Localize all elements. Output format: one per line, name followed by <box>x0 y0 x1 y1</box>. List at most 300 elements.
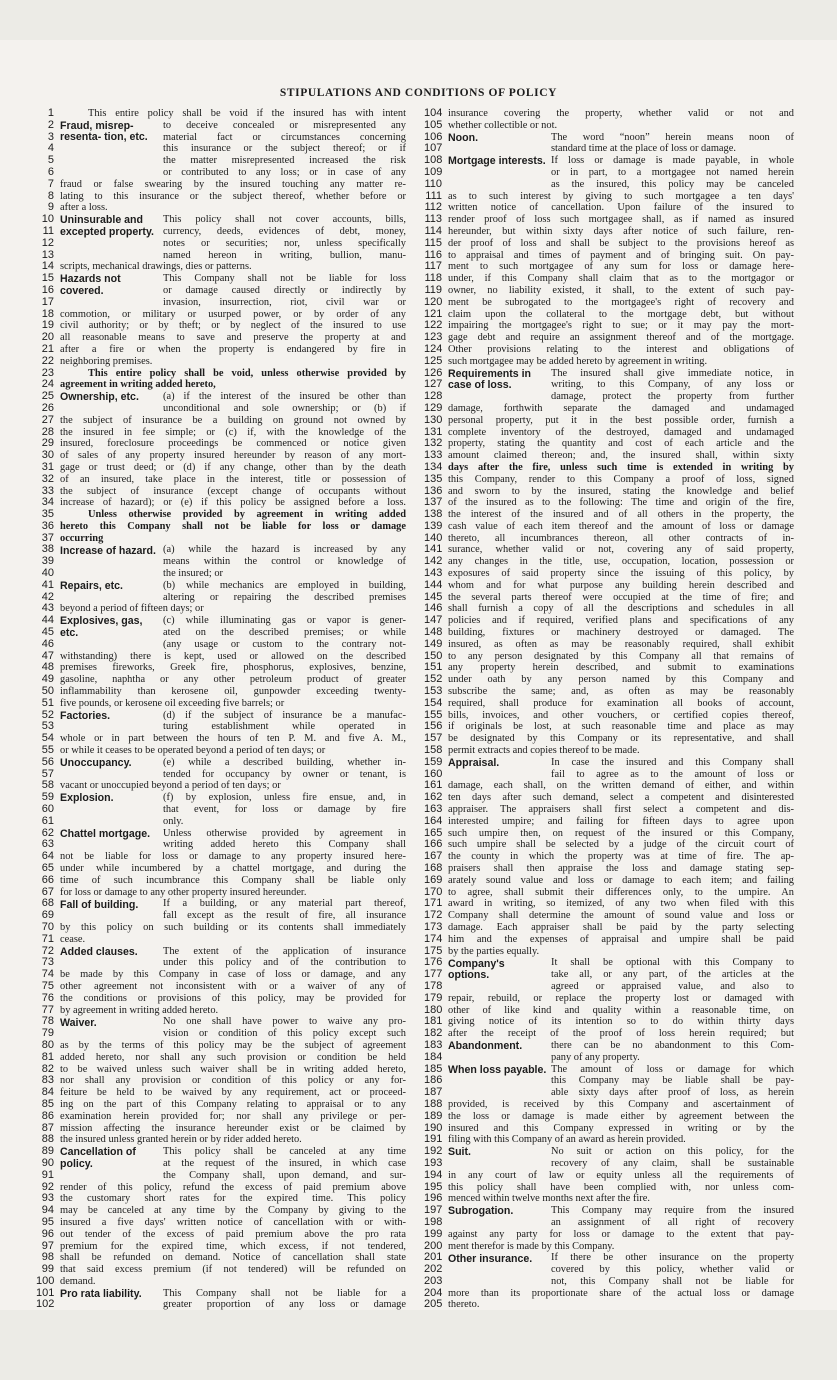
text-line <box>36 1099 406 1111</box>
text-line <box>424 202 794 214</box>
text-line <box>424 309 794 321</box>
line-text: if originals be lost, at such reasonable time and place as may <box>448 721 794 733</box>
text-line <box>424 875 794 887</box>
text-line <box>424 285 794 297</box>
line-number: 193 <box>424 1157 443 1169</box>
line-number: 10 <box>41 214 54 226</box>
line-number: 158 <box>424 745 443 757</box>
line-text: Unless otherwise provided by agreement in writing added <box>88 509 406 521</box>
text-line <box>424 1123 794 1135</box>
line-text: be designated by this Company or its representative, and shall <box>448 733 794 745</box>
margin-heading: Repairs, etc. <box>60 580 124 592</box>
line-text: him and the expenses of appraisal and umpire shall be paid <box>448 933 794 945</box>
line-text: and sworn to by the insured, stating the knowledge and belief <box>448 485 794 497</box>
text-line <box>424 214 794 226</box>
margin-heading: Hazards not covered. <box>60 273 121 297</box>
text-line <box>424 544 794 556</box>
line-text: personal property, put it in the best possible order, furnish a <box>448 414 794 426</box>
line-number: 171 <box>424 898 443 910</box>
line-text: shall furnish a copy of all the descriptions and schedules in all <box>448 603 794 615</box>
line-number: 134 <box>424 461 443 473</box>
line-text: (b) while mechanics are employed in building, <box>163 579 406 591</box>
text-line <box>424 486 794 498</box>
line-number: 145 <box>424 591 443 603</box>
line-text: insured, as often as may be reasonably required, shall exhibit <box>448 638 794 650</box>
line-number: 28 <box>41 426 54 438</box>
line-text: or in part, to a mortgagee not named herein <box>551 166 794 178</box>
text-line <box>424 1134 794 1146</box>
line-text: impairing the mortgagee's right to sue; or it may pay the mort- <box>448 320 794 332</box>
text-line <box>424 839 794 851</box>
line-text: filing with this Company of an award as herein provided. <box>448 1134 686 1146</box>
text-line <box>36 167 406 179</box>
text-line <box>424 1170 794 1182</box>
text-line <box>36 1123 406 1135</box>
text-line <box>424 179 794 191</box>
line-number: 150 <box>424 650 443 662</box>
text-line <box>36 887 406 899</box>
text-line <box>36 1252 406 1264</box>
line-number: 138 <box>424 509 443 521</box>
text-line <box>36 1005 406 1017</box>
line-number: 118 <box>424 273 442 285</box>
line-number: 137 <box>424 497 443 509</box>
text-line <box>36 403 406 415</box>
line-text: five pounds, or kerosene oil exceeding five barrels; or <box>60 697 285 709</box>
line-number: 151 <box>424 662 443 674</box>
text-line <box>36 957 406 969</box>
line-number: 201 <box>424 1252 443 1264</box>
line-number: 155 <box>424 709 443 721</box>
line-number: 11 <box>42 225 54 237</box>
line-text: beyond a period of fifteen days; or <box>60 603 204 615</box>
line-number: 181 <box>424 1016 443 1028</box>
line-text: The word “noon” herein means noon of <box>551 131 794 143</box>
line-number: 175 <box>424 945 443 957</box>
line-text: there can be no abandonment to this Com- <box>551 1039 794 1051</box>
line-number: 190 <box>424 1122 443 1134</box>
line-number: 90 <box>41 1157 54 1169</box>
line-text: any property herein described, and submit to examinations <box>448 662 794 674</box>
line-number: 3 <box>47 131 54 143</box>
line-number: 163 <box>424 804 443 816</box>
line-number: 196 <box>424 1193 443 1205</box>
text-line <box>36 981 406 993</box>
text-line <box>36 603 406 615</box>
line-text: notes or securities; nor, unless specifically <box>163 237 406 249</box>
text-line <box>424 1276 794 1288</box>
margin-heading: Mortgage interests. <box>448 155 546 168</box>
line-number: 184 <box>424 1051 443 1063</box>
text-line <box>36 108 406 120</box>
line-text: the Company shall, upon demand, and sur- <box>163 1169 406 1181</box>
line-text: (any usage or custom to the contrary not- <box>163 638 406 650</box>
line-text: If loss or damage is made payable, in whole <box>551 155 794 167</box>
line-number: 4 <box>47 143 54 155</box>
text-line <box>36 155 406 167</box>
line-text: this policy shall have been complied with, nor unless com- <box>448 1181 794 1193</box>
line-text: policies and if required, verified plans and specifications of any <box>448 615 794 627</box>
document-title: STIPULATIONS AND CONDITIONS OF POLICY <box>279 87 558 99</box>
text-line <box>36 1111 406 1123</box>
line-text: owner, no liability existed, it shall, to the extent of such pay- <box>448 284 794 296</box>
text-line <box>36 486 406 498</box>
line-number: 48 <box>41 662 54 674</box>
line-number: 127 <box>424 379 443 391</box>
text-line <box>424 887 794 899</box>
text-line <box>36 698 406 710</box>
line-number: 183 <box>424 1039 443 1051</box>
line-number: 139 <box>424 520 443 532</box>
line-number: 156 <box>424 721 443 733</box>
text-line <box>36 415 406 427</box>
line-number: 45 <box>41 627 54 639</box>
text-line <box>36 427 406 439</box>
line-number: 37 <box>41 532 54 544</box>
line-text: the several parts thereof were occupied at the time of fire; and <box>448 591 794 603</box>
line-text: invasion, insurrection, riot, civil war or <box>163 296 406 308</box>
line-number: 115 <box>424 237 442 249</box>
text-line <box>36 1170 406 1182</box>
line-number: 203 <box>424 1275 443 1287</box>
text-line <box>424 698 794 710</box>
line-number: 199 <box>424 1228 443 1240</box>
line-text: may be canceled at any time by the Company by giving to the <box>60 1205 406 1217</box>
line-number: 53 <box>41 721 54 733</box>
line-text: amount claimed thereon; and, the insured shall, within sixty <box>448 450 794 462</box>
line-text: to appraisal and times of payment and of bringing suit. On pay- <box>448 249 794 261</box>
text-line <box>424 509 794 521</box>
text-line <box>424 521 794 533</box>
line-number: 97 <box>41 1240 54 1252</box>
line-text: This entire policy shall be void, unless otherwise provided by <box>88 367 406 379</box>
line-number: 21 <box>41 343 54 355</box>
line-text: any changes in the title, use, occupation, location, possession or <box>448 556 794 568</box>
margin-heading: Increase of hazard. <box>60 544 156 557</box>
text-line <box>36 863 406 875</box>
line-number: 162 <box>424 792 443 804</box>
text-line <box>424 615 794 627</box>
text-line <box>36 1217 406 1229</box>
text-line <box>424 674 794 686</box>
line-text: of an insured, take place in the interest, title or possession of <box>60 473 406 485</box>
text-line <box>36 297 406 309</box>
line-text: This Company shall not be liable for loss <box>163 273 406 285</box>
line-text: after a fire or when the property is endangered by fire in <box>60 343 406 355</box>
line-number: 113 <box>424 214 442 226</box>
line-text: increase of hazard); or (e) if this policy be assigned before a loss. <box>60 497 406 509</box>
text-line <box>424 981 794 993</box>
line-text: ated on the described premises; or while <box>163 627 406 639</box>
text-line <box>424 108 794 120</box>
line-number: 198 <box>424 1216 443 1228</box>
line-text: as by the terms of this policy may be the subject of agreement <box>60 1039 406 1051</box>
line-text: that said excess premium (if not tendered) will be refunded on <box>60 1264 406 1276</box>
line-text: appraiser. The appraisers shall first select a competent and dis- <box>448 804 794 816</box>
line-text: to any person designated by this Company all that remains of <box>448 650 794 662</box>
line-number: 75 <box>41 980 54 992</box>
text-line <box>424 250 794 262</box>
line-text: permit extracts and copies thereof to be made. <box>448 745 640 757</box>
line-text: ment therefor is made by this Company. <box>448 1240 615 1252</box>
line-text: or damage caused directly or indirectly by <box>163 284 406 296</box>
line-number: 179 <box>424 992 443 1004</box>
line-number: 35 <box>41 509 54 521</box>
text-line <box>36 651 406 663</box>
line-number: 73 <box>41 957 54 969</box>
margin-heading: Other insurance. <box>448 1252 533 1265</box>
text-line <box>424 1052 794 1064</box>
line-text: not be liable for loss or damage to any property insured here- <box>60 851 406 863</box>
line-text: The insured shall give immediate notice, in <box>551 367 794 379</box>
text-line <box>424 934 794 946</box>
line-text: praisers shall then appraise the loss and damage stating sep- <box>448 863 794 874</box>
text-line <box>36 851 406 863</box>
line-number: 87 <box>41 1122 54 1134</box>
line-number: 130 <box>424 414 443 426</box>
line-number: 144 <box>424 579 443 591</box>
line-text: render of this policy, refund the excess of paid premium above <box>60 1181 406 1193</box>
margin-heading: Uninsurable and excepted property. <box>60 214 154 238</box>
text-line <box>424 1087 794 1099</box>
line-text: added hereto, nor shall any such provision or condition be held <box>60 1051 406 1063</box>
line-number: 32 <box>41 473 54 485</box>
text-line <box>36 969 406 981</box>
line-text: occurring <box>60 532 104 544</box>
line-text: or contributed to any loss; or in case of any <box>163 166 406 178</box>
line-text: currency, deeds, evidences of debt, money, <box>163 225 406 237</box>
line-number: 125 <box>424 355 443 367</box>
line-text: fraud or false swearing by the insured touching any matter re- <box>60 178 406 190</box>
text-line <box>36 875 406 887</box>
line-number: 132 <box>424 438 443 450</box>
text-line <box>424 910 794 922</box>
text-line <box>36 1276 406 1288</box>
line-number: 59 <box>41 792 54 804</box>
line-text: fail to agree as to the amount of loss or <box>551 768 794 780</box>
line-number: 195 <box>424 1181 443 1193</box>
line-text: able sixty days after proof of loss, as herein <box>551 1087 794 1099</box>
line-number: 27 <box>41 414 54 426</box>
line-number: 43 <box>41 603 54 615</box>
line-number: 157 <box>424 733 443 745</box>
margin-heading: Subrogation. <box>448 1205 514 1218</box>
line-number: 89 <box>41 1146 54 1158</box>
text-line <box>36 179 406 191</box>
margin-heading: Chattel mortgage. <box>60 827 151 840</box>
line-text: be made by this Company in case of loss or damage, and any <box>60 969 406 981</box>
line-number: 57 <box>41 768 54 780</box>
line-text: by agreement in writing added hereto. <box>60 1004 219 1016</box>
line-number: 131 <box>424 426 443 438</box>
text-line <box>36 674 406 686</box>
line-text: subscribe the same; and, as often as may be reasonably <box>448 686 794 698</box>
line-number: 112 <box>424 202 442 214</box>
line-number: 67 <box>41 886 54 898</box>
line-number: 128 <box>424 391 443 403</box>
text-line <box>36 686 406 698</box>
line-number: 143 <box>424 568 443 580</box>
text-line <box>424 710 794 722</box>
line-text: under oath by any person named by this Company and <box>448 674 794 686</box>
line-number: 72 <box>41 945 54 957</box>
line-text: standard time at the place of loss or damage. <box>551 143 736 155</box>
line-text: This entire policy shall be void if the insured has with intent <box>88 108 406 119</box>
line-text: damage, protect the property from further <box>551 391 794 403</box>
line-text: ing on the part of this Company relating to appraisal or to any <box>60 1098 406 1110</box>
text-line <box>424 686 794 698</box>
line-number: 41 <box>41 579 54 591</box>
line-text: The amount of loss or damage for which <box>551 1063 794 1075</box>
line-number: 153 <box>424 686 443 698</box>
text-line <box>36 721 406 733</box>
text-line <box>424 828 794 840</box>
line-number: 63 <box>41 839 54 851</box>
line-text: under while incumbered by a chattel mortgage, and during the <box>60 863 406 874</box>
line-text: altering or repairing the described premises <box>163 591 406 603</box>
line-number: 83 <box>41 1075 54 1087</box>
line-number: 15 <box>41 273 54 285</box>
line-text: thereto, all incumbrances thereon, all other contracts of in- <box>448 532 794 544</box>
line-text: cease. <box>60 933 86 945</box>
line-number: 74 <box>41 969 54 981</box>
line-text: as to such interest by giving to such mortgagee a ten days' <box>448 190 794 202</box>
line-number: 5 <box>47 155 54 167</box>
line-number: 135 <box>424 473 443 485</box>
line-text: vacant or unoccupied beyond a period of ten days; or <box>60 780 281 792</box>
text-line <box>424 1182 794 1194</box>
line-text: of sales of any property insured hereunder by reason of any mort- <box>60 450 406 462</box>
line-number: 40 <box>41 568 54 580</box>
text-line <box>424 297 794 309</box>
line-number: 101 <box>36 1287 55 1299</box>
margin-heading: Added clauses. <box>60 945 138 958</box>
line-number: 13 <box>41 249 54 261</box>
line-text: in any court of law or equity unless all the requirements of <box>448 1169 794 1181</box>
line-text: Other provisions relating to the interest and obligations of <box>448 343 794 355</box>
line-text: hereto this Company shall not be liable for loss or damage <box>60 520 406 532</box>
text-line <box>424 320 794 332</box>
line-text: claim upon the collateral to the mortgage debt, but without <box>448 308 794 320</box>
margin-heading: When loss payable. <box>448 1063 547 1076</box>
line-number: 19 <box>41 320 54 332</box>
line-text: to be waived unless such waiver shall be in writing added hereto, <box>60 1063 406 1075</box>
text-line <box>36 1229 406 1241</box>
line-number: 172 <box>424 910 443 922</box>
text-line <box>36 379 406 391</box>
line-text: writing added hereto this Company shall <box>163 839 406 851</box>
line-text: under this policy and of the contribution to <box>163 957 406 969</box>
line-text: ment to such mortgagee of any sum for loss or damage here- <box>448 261 794 273</box>
line-text: other of like kind and quality within a reasonable time, on <box>448 1004 794 1016</box>
line-text: (d) if the subject of insurance be a manufac- <box>163 709 406 721</box>
line-number: 52 <box>41 709 54 721</box>
line-text: unconditional and sole ownership; or (b) if <box>163 402 406 414</box>
line-text: repair, rebuild, or replace the property lost or damaged with <box>448 992 794 1004</box>
line-text: insured and this Company expressed in writing or by the <box>448 1122 794 1134</box>
line-number: 84 <box>41 1087 54 1099</box>
text-line <box>424 497 794 509</box>
text-line <box>36 474 406 486</box>
line-text: all reasonable means to save and preserve the property at and <box>60 332 406 344</box>
line-number: 161 <box>424 780 443 792</box>
line-text: not, this Company shall not be liable for <box>551 1275 794 1287</box>
line-text: (e) while a described building, whether in- <box>163 756 406 768</box>
text-line <box>36 662 406 674</box>
line-number: 120 <box>424 296 443 308</box>
text-line <box>424 261 794 273</box>
text-line <box>424 438 794 450</box>
line-number: 93 <box>41 1193 54 1205</box>
line-number: 54 <box>41 733 54 745</box>
line-text: such umpire then, on request of the insured or this Company, <box>448 827 794 839</box>
line-number: 46 <box>41 638 54 650</box>
line-number: 123 <box>424 332 443 344</box>
line-number: 105 <box>424 119 443 131</box>
line-text: under, if this Company shall claim that as to the mortgagor or <box>448 273 794 285</box>
line-number: 187 <box>424 1087 443 1099</box>
text-line <box>424 1099 794 1111</box>
text-line <box>424 450 794 462</box>
line-number: 166 <box>424 839 443 851</box>
line-number: 116 <box>424 249 442 261</box>
line-text: this insurance or the subject thereof; or if <box>163 143 406 155</box>
line-text: (c) while illuminating gas or vapor is gener- <box>163 615 406 627</box>
line-text: or while it ceases to be operated beyond a period of ten days; or <box>60 745 326 757</box>
line-number: 44 <box>41 615 54 627</box>
text-line <box>424 226 794 238</box>
text-line <box>36 1064 406 1076</box>
text-line <box>424 1193 794 1205</box>
line-text: (a) while the hazard is increased by any <box>163 544 406 556</box>
line-text: mission affecting the insurance hereunder exist or be claimed by <box>60 1122 406 1134</box>
line-text: an assignment of all right of recovery <box>551 1216 794 1228</box>
line-text: gage or trust deed; or (d) if any change, other than by the death <box>60 461 406 473</box>
line-text: examination herein provided for; nor shall any privilege or per- <box>60 1110 406 1122</box>
margin-heading: Pro rata liability. <box>60 1288 142 1300</box>
line-number: 23 <box>41 367 54 379</box>
line-text: This Company shall not be liable for a <box>163 1287 406 1299</box>
line-text: pany of any property. <box>551 1051 640 1063</box>
line-number: 140 <box>424 532 443 544</box>
line-number: 6 <box>47 166 54 178</box>
text-line <box>424 1229 794 1241</box>
line-text: against any party for loss or damage to the extent that pay- <box>448 1228 794 1240</box>
text-line <box>424 533 794 545</box>
margin-heading: Explosion. <box>60 792 114 805</box>
line-number: 81 <box>41 1051 54 1063</box>
line-text: for loss or damage to any other property insured hereunder. <box>60 886 307 898</box>
line-text: take all, or any part, of the articles at the <box>551 969 794 981</box>
line-text: damage, each shall, on the written demand of either, and within <box>448 780 794 792</box>
line-number: 12 <box>41 237 54 249</box>
line-number: 197 <box>424 1205 443 1217</box>
line-text: recovery of any claim, shall be sustainable <box>551 1157 794 1169</box>
line-text: the loss or damage is made either by agreement between the <box>448 1110 794 1122</box>
line-number: 17 <box>41 296 54 308</box>
text-line <box>424 1241 794 1253</box>
line-text: provided, is received by this Company and ascertainment of <box>448 1098 794 1110</box>
line-number: 154 <box>424 697 443 709</box>
line-text: (f) by explosion, unless fire ensue, and, in <box>163 792 406 804</box>
text-line <box>36 1205 406 1217</box>
line-text: whether collectible or not. <box>448 119 558 131</box>
line-number: 70 <box>41 921 54 933</box>
line-text: the insured unless granted herein or by rider added hereto. <box>60 1134 302 1146</box>
line-number: 85 <box>41 1098 54 1110</box>
line-number: 88 <box>41 1134 54 1146</box>
line-text: turing establishment while operated in <box>163 721 406 733</box>
